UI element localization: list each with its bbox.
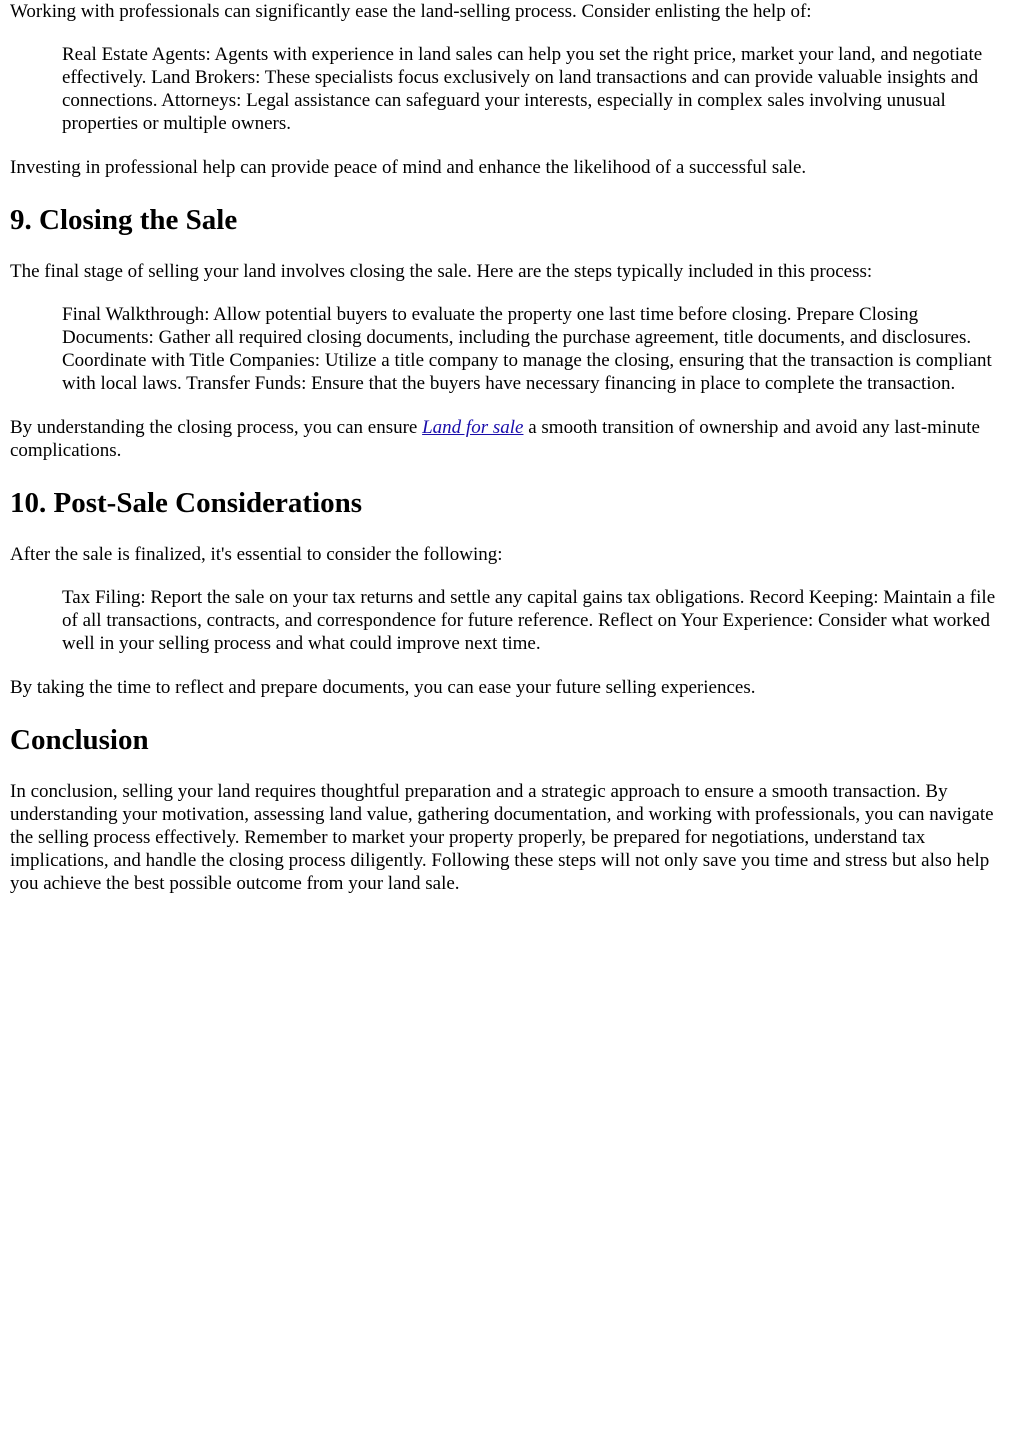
professionals-blockquote: Real Estate Agents: Agents with experience in land sales can help you set the right price, market your land, and negotiate effectively. Land Brokers: These specialists focus exclusively on land transactions and can provide valuable insights and connections. Attorneys: Legal assistance can safeguard your interests, especially in complex sales involving unusual properties or multiple owners. [62, 44, 983, 134]
land-for-sale-link[interactable]: Land for sale [422, 417, 524, 438]
section-9-heading: 9. Closing the Sale [10, 204, 238, 236]
section-9-paragraph: The final stage of selling your land involves closing the sale. Here are the steps typically included in this process: [10, 261, 873, 282]
post-sale-blockquote: Tax Filing: Report the sale on your tax returns and settle any capital gains tax obligations. Record Keeping: Maintain a file of all transactions, contracts, and correspondence for future reference. Reflect on Your Experience: Consider what worked well in your selling process and what could improve next time. [62, 587, 996, 654]
section-9-closing-before: By understanding the closing process, you can ensure [10, 417, 423, 438]
conclusion-heading: Conclusion [10, 724, 149, 756]
conclusion-paragraph: In conclusion, selling your land requires thoughtful preparation and a strategic approach to ensure a smooth transaction. By understanding your motivation, assessing land value, gathering documentation, and working with professionals, you can navigate the selling process effectively. Remember to market your property properly, be prepared for negotiations, understand tax implications, and handle the closing process diligently. Following these steps will not only save you time and stress but also help you achieve the best possible outcome from your land sale. [10, 781, 994, 894]
section-10-closing-paragraph: By taking the time to reflect and prepare documents, you can ease your future selling experiences. [10, 677, 756, 698]
section-9-closing-paragraph [10, 416, 1014, 462]
section-10-heading: 10. Post-Sale Considerations [10, 487, 363, 519]
intro-closing-paragraph: Investing in professional help can provide peace of mind and enhance the likelihood of a successful sale. [10, 157, 807, 178]
intro-paragraph: Working with professionals can significantly ease the land-selling process. Consider enlisting the help of: [10, 1, 812, 22]
section-10-paragraph: After the sale is finalized, it's essential to consider the following: [10, 544, 503, 565]
section-9-closing-after: a smooth transition of ownership and avoid any last-minute complications. [10, 417, 980, 461]
closing-steps-blockquote: Final Walkthrough: Allow potential buyers to evaluate the property one last time before closing. Prepare Closing Documents: Gather all required closing documents, including the purchase agreement, title documents, and disclosures. Coordinate with Title Companies: Utilize a title company to manage the closing, ensuring that the transaction is compliant with local laws. Transfer Funds: Ensure that the buyers have necessary financing in place to complete the transaction. [62, 304, 992, 394]
